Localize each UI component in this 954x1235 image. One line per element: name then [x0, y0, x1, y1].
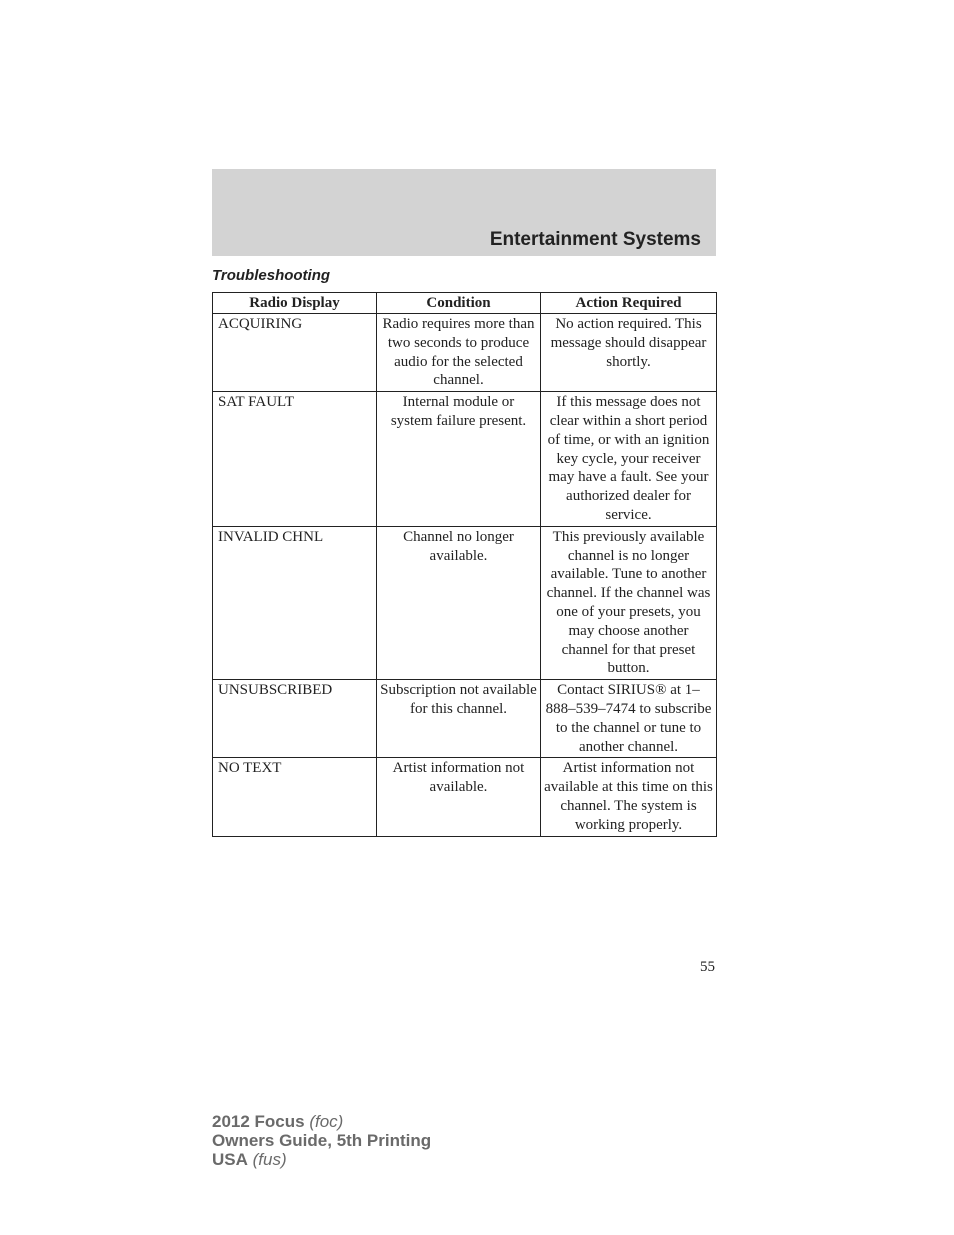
footer-region-code: (fus) [252, 1150, 287, 1169]
section-title: Entertainment Systems [489, 229, 701, 250]
table-row [213, 314, 717, 392]
radio-display-cell: ACQUIRING [213, 314, 377, 392]
action-required-cell: No action required. This message should disappear shortly. [541, 314, 717, 392]
table-row [213, 392, 717, 527]
footer-line-model [212, 1112, 431, 1131]
section-header-band [212, 169, 716, 256]
condition-cell: Radio requires more than two seconds to produce audio for the selected channel. [377, 314, 541, 392]
table-row [213, 758, 717, 836]
footer [212, 1112, 431, 1169]
footer-line-region [212, 1150, 431, 1169]
column-header-condition: Condition [377, 293, 541, 314]
subsection-title: Troubleshooting [212, 267, 331, 284]
action-required-cell: Artist information not available at this time on this channel. The system is working properly. [541, 758, 717, 836]
troubleshooting-table [212, 292, 717, 837]
column-header-radio-display: Radio Display [213, 293, 377, 314]
footer-line-guide [212, 1131, 431, 1150]
radio-display-cell: NO TEXT [213, 758, 377, 836]
radio-display-cell: SAT FAULT [213, 392, 377, 527]
condition-cell: Subscription not available for this channel. [377, 680, 541, 758]
condition-cell: Channel no longer available. [377, 526, 541, 679]
action-required-cell: This previously available channel is no longer available. Tune to another channel. If the channel was one of your presets, you may choose another channel for that preset button. [541, 526, 717, 679]
radio-display-cell: UNSUBSCRIBED [213, 680, 377, 758]
table-header-row [213, 293, 717, 314]
condition-cell: Internal module or system failure present. [377, 392, 541, 527]
table-row [213, 526, 717, 679]
action-required-cell: If this message does not clear within a short period of time, or with an ignition key cycle, your receiver may have a fault. See your authorized dealer for service. [541, 392, 717, 527]
condition-cell: Artist information not available. [377, 758, 541, 836]
footer-guide: Owners Guide, 5th Printing [212, 1131, 432, 1150]
radio-display-cell: INVALID CHNL [213, 526, 377, 679]
table-row [213, 680, 717, 758]
footer-model: 2012 Focus [212, 1112, 305, 1131]
column-header-action-required: Action Required [541, 293, 717, 314]
page-number: 55 [700, 959, 715, 975]
footer-model-code: (foc) [309, 1112, 344, 1131]
action-required-cell: Contact SIRIUS® at 1–888–539–7474 to subscribe to the channel or tune to another channel. [541, 680, 717, 758]
footer-region: USA [212, 1150, 248, 1169]
